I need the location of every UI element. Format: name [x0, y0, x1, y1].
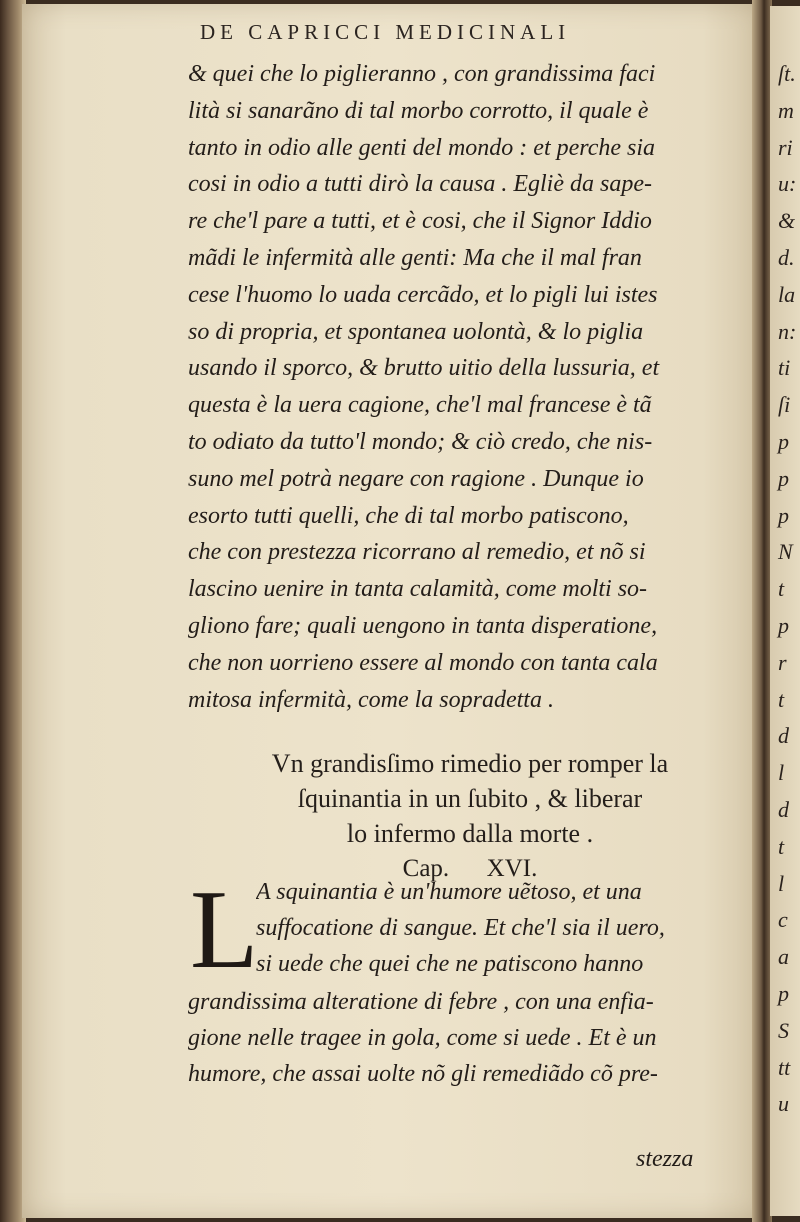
heading-line: Vn grandisſimo rimedio per romper la	[271, 749, 669, 778]
next-page-fragment: tt	[778, 1054, 791, 1080]
next-page-fragment: p	[778, 980, 789, 1006]
next-page-fragment: p	[778, 612, 789, 638]
heading-line: lo infermo dalla morte .	[346, 819, 594, 848]
next-page-fragment: p	[778, 465, 789, 491]
next-page-fragment: la	[778, 281, 796, 307]
body-line: esorto tutti quelli, che di tal morbo patiscono,	[188, 502, 629, 529]
body-line: cosi in odio a tutti dirò la causa . Egliè da sape-	[188, 171, 652, 198]
next-page-fragment: t	[778, 576, 785, 602]
drop-cap-initial: L	[190, 868, 259, 992]
body-line: mitosa infermità, come la sopradetta .	[188, 686, 554, 713]
body-line: lità si sanarãno di tal morbo corrotto, il quale è	[188, 97, 649, 124]
body-line: cese l'huomo lo uada cercãdo, et lo pigli lui istes	[188, 281, 658, 308]
body-line: suno mel potrà negare con ragione . Dunque io	[188, 465, 644, 492]
next-page-fragment: d	[778, 796, 789, 822]
catchword: stezza	[636, 1146, 694, 1172]
body-line: re che'l pare a tutti, et è cosi, che il Signor Iddio	[188, 208, 652, 235]
next-page-fragment: c	[778, 907, 788, 933]
next-page-fragment: t	[778, 833, 785, 859]
next-page-fragment: N	[778, 539, 793, 565]
next-page-edge	[770, 6, 800, 1216]
body-line: questa è la uera cagione, che'l mal francese è tã	[188, 392, 652, 419]
next-page-fragment: ſt.	[778, 61, 796, 86]
body-line: grandissima alteratione di febre , con una enfia-	[188, 989, 654, 1015]
next-page-fragment: l	[778, 760, 785, 786]
next-page-text	[770, 56, 796, 1123]
next-page-fragment: ti	[778, 355, 791, 381]
body-line: to odiato da tutto'l mondo; & ciò credo, che nis-	[188, 428, 653, 455]
next-page-fragment: m	[778, 97, 794, 123]
next-page-fragment: u:	[778, 171, 797, 197]
body-line: suffocatione di sangue. Et che'l sia il uero,	[256, 915, 665, 941]
body-line: A squinantia è un'humore uẽtoso, et una	[256, 879, 642, 905]
next-page-fragment: d.	[778, 244, 795, 270]
body-line: gliono fare; quali uengono in tanta disperatione,	[188, 612, 658, 639]
heading-line: ſquinantia in un ſubito , & liberar	[297, 784, 643, 813]
next-page-fragment: &	[778, 208, 796, 234]
running-head: DE CAPRICCI MEDICINALI	[200, 20, 571, 44]
body-line: usando il sporco, & brutto uitio della lussuria, et	[188, 355, 660, 382]
body-line: & quei che lo piglieranno , con grandissima faci	[188, 61, 656, 87]
body-line: che con prestezza ricorrano al remedio, et nõ si	[188, 539, 646, 566]
next-page-fragment: ſi	[778, 392, 791, 418]
next-page-fragment: S	[778, 1017, 789, 1043]
next-page-fragment: p	[778, 502, 789, 528]
next-page-fragment: l	[778, 870, 785, 896]
body-line: humore, che assai uolte nõ gli remediãdo cõ pre-	[188, 1061, 658, 1087]
next-page-fragment: p	[778, 428, 789, 454]
body-line: lascino uenire in tanta calamità, come molti so-	[188, 576, 648, 603]
next-page-fragment: a	[778, 944, 789, 970]
chapter-number: Cap. XVI.	[402, 855, 538, 882]
next-page-fragment: r	[778, 649, 787, 675]
paragraph-continuation	[188, 984, 762, 1092]
next-page-fragment: t	[778, 686, 785, 712]
next-page-fragment: n:	[778, 318, 797, 344]
body-line: che non uorrieno essere al mondo con tanta cala	[188, 649, 658, 676]
book-gutter	[752, 0, 772, 1222]
next-page-fragment: ri	[778, 134, 793, 160]
body-line: si uede che quei che ne patiscono hanno	[256, 951, 644, 977]
next-page-fragment: d	[778, 723, 789, 749]
body-line: so di propria, et spontanea uolontà, & lo piglia	[188, 318, 644, 345]
drop-cap-paragraph	[256, 874, 762, 982]
body-text	[188, 56, 758, 718]
body-line: mãdi le infermità alle genti: Ma che il mal fran	[188, 244, 642, 271]
section-heading	[180, 746, 760, 886]
body-line: gione nelle tragee in gola, come si uede . Et è un	[188, 1025, 657, 1051]
body-line: tanto in odio alle genti del mondo : et perche sia	[188, 134, 656, 161]
next-page-fragment: u	[778, 1091, 789, 1117]
